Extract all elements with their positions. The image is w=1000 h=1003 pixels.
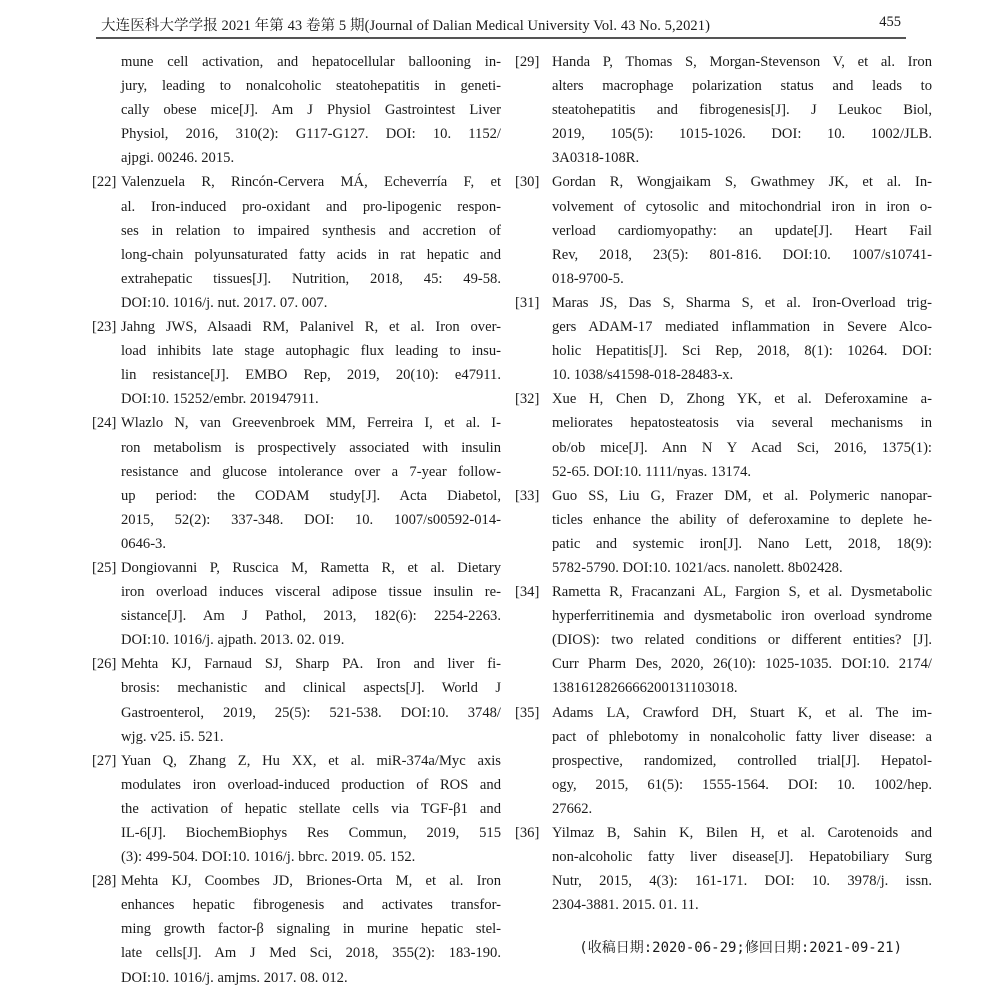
reference-line: 2015, 52(2): 337-348. DOI: 10. 1007/s00592-014- (121, 511, 501, 528)
reference-line: mune cell activation, and hepatocellular ballooning in- (121, 54, 501, 70)
page-number: 455 (879, 14, 901, 30)
reference-line: 27662. (552, 800, 593, 817)
right-column (515, 50, 932, 917)
reference-line: cally obese mice[J]. Am J Physiol Gastrointest Liver (121, 102, 501, 119)
reference-line: Adams LA, Crawford DH, Stuart K, et al. The im- (552, 704, 932, 721)
reference-line: 0646-3. (121, 535, 166, 552)
reference-line: Yilmaz B, Sahin K, Bilen H, et al. Carotenoids and (552, 825, 932, 841)
reference-36 (515, 821, 932, 917)
reference-number: [32] (515, 391, 540, 408)
reference-line: verload cardiomyopathy: an update[J]. Heart Fail (552, 222, 932, 239)
reference-28 (92, 869, 501, 989)
reference-line: 5782-5790. DOI:10. 1021/acs. nanolett. 8b02428. (552, 559, 843, 576)
reference-26 (92, 652, 501, 748)
reference-line: ajpgi. 00246. 2015. (121, 150, 235, 167)
reference-continuation (121, 50, 501, 170)
reference-line: 10. 1038/s41598-018-28483-x. (552, 367, 734, 384)
reference-line: 1381612826666200131103018. (552, 680, 738, 697)
reference-line: iron overload induces visceral adipose tissue insulin re- (121, 584, 501, 601)
reference-line: ron metabolism is prospectively associated with insulin (121, 439, 501, 456)
running-header (101, 10, 901, 36)
reference-line: hyperferritinemia and dysmetabolic iron overload syndrome (552, 608, 932, 625)
reference-number: [35] (515, 704, 540, 721)
reference-line: DOI:10. 1016/j. ajpath. 2013. 02. 019. (121, 632, 345, 649)
reference-line: ticles enhance the ability of deferoxamine to deplete he- (552, 511, 932, 528)
reference-22 (92, 170, 501, 315)
reference-line: al. Iron-induced pro-oxidant and pro-lipogenic respon- (121, 198, 501, 215)
left-column (92, 50, 501, 990)
reference-line: 2304-3881. 2015. 01. 11. (552, 897, 699, 914)
reference-line: (3): 499-504. DOI:10. 1016/j. bbrc. 2019. 05. 152. (121, 849, 416, 866)
reference-line: steatohepatitis and fibrogenesis[J]. J Leukoc Biol, (552, 102, 932, 119)
reference-line: 2019, 105(5): 1015-1026. DOI: 10. 1002/JLB. (552, 126, 932, 143)
reference-line: ming growth factor-β signaling in murine hepatic stel- (121, 921, 501, 938)
reference-33 (515, 484, 932, 580)
reference-line: Maras JS, Das S, Sharma S, et al. Iron-Overload trig- (552, 294, 932, 311)
reference-number: [33] (515, 487, 540, 504)
reference-line: Valenzuela R, Rincón-Cervera MÁ, Echeverría F, et (121, 174, 501, 191)
reference-line: volvement of cytosolic and mitochondrial iron in iron o- (552, 198, 932, 215)
reference-line: ses in relation to impaired synthesis and accretion of (121, 222, 501, 239)
reference-35 (515, 701, 932, 821)
reference-number: [30] (515, 174, 540, 191)
reference-line: resistance and glucose intolerance over a 7-year follow- (121, 463, 501, 480)
reference-line: Dongiovanni P, Ruscica M, Rametta R, et al. Dietary (121, 559, 501, 576)
reference-23 (92, 315, 501, 411)
reference-line: Physiol, 2016, 310(2): G117-G127. DOI: 10. 1152/ (121, 126, 501, 143)
reference-24 (92, 411, 501, 556)
reference-line: sistance[J]. Am J Pathol, 2013, 182(6): 2254-2263. (121, 608, 501, 625)
reference-line: Curr Pharm Des, 2020, 26(10): 1025-1035. DOI:10. 2174/ (552, 656, 932, 673)
reference-34 (515, 580, 932, 700)
reference-line: (DIOS): two related conditions or different entities? [J]. (552, 632, 932, 649)
reference-line: 018-9700-5. (552, 270, 624, 287)
reference-line: Guo SS, Liu G, Frazer DM, et al. Polymeric nanopar- (552, 487, 932, 504)
reference-line: Yuan Q, Zhang Z, Hu XX, et al. miR-374a/Myc axis (121, 752, 501, 769)
reference-32 (515, 387, 932, 483)
reference-line: Wlazlo N, van Greevenbroek MM, Ferreira I, et al. I- (121, 415, 501, 432)
reference-number: [29] (515, 54, 540, 70)
reference-number: [24] (92, 415, 117, 432)
reference-30 (515, 170, 932, 290)
reference-line: load inhibits late stage autophagic flux leading to insu- (121, 343, 501, 360)
reference-number: [25] (92, 559, 117, 576)
reference-line: long-chain polyunsaturated fatty acids in rat hepatic and (121, 246, 501, 263)
reference-line: Nutr, 2015, 4(3): 161-171. DOI: 10. 3978/j. issn. (552, 873, 932, 890)
reference-line: pact of phlebotomy in nonalcoholic fatty liver disease: a (552, 728, 932, 745)
reference-line: Rametta R, Fracanzani AL, Fargion S, et al. Dysmetabolic (552, 584, 932, 601)
reference-line: extrahepatic tissues[J]. Nutrition, 2018, 45: 49-58. (121, 270, 501, 287)
reference-line: alters macrophage polarization status and leads to (552, 78, 932, 95)
reference-line: Gastroenterol, 2019, 25(5): 521-538. DOI:10. 3748/ (121, 704, 501, 721)
reference-29 (515, 50, 932, 170)
reference-line: ob/ob mice[J]. Ann N Y Acad Sci, 2016, 1375(1): (552, 439, 932, 456)
reference-line: wjg. v25. i5. 521. (121, 728, 224, 745)
reference-25 (92, 556, 501, 652)
reference-line: IL-6[J]. BiochemBiophys Res Commun, 2019, 515 (121, 825, 501, 841)
reference-line: DOI:10. 1016/j. amjms. 2017. 08. 012. (121, 969, 348, 986)
reference-line: Xue H, Chen D, Zhong YK, et al. Deferoxamine a- (552, 391, 932, 408)
reference-line: holic Hepatitis[J]. Sci Rep, 2018, 8(1): 10264. DOI: (552, 343, 932, 360)
reference-line: jury, leading to nonalcoholic steatohepatitis in geneti- (121, 78, 501, 95)
reference-line: Rev, 2018, 23(5): 801-816. DOI:10. 1007/s10741- (552, 246, 932, 263)
reference-line: up period: the CODAM study[J]. Acta Diabetol, (121, 487, 501, 504)
reference-line: Mehta KJ, Farnaud SJ, Sharp PA. Iron and liver fi- (121, 656, 501, 673)
reference-line: enhances hepatic fibrogenesis and activates transfor- (121, 897, 501, 914)
received-date-note: (收稿日期:2020-06-29;修回日期:2021-09-21) (579, 940, 902, 956)
reference-number: [28] (92, 873, 117, 890)
reference-number: [26] (92, 656, 117, 673)
reference-line: meliorates hepatosteatosis via several mechanisms in (552, 415, 932, 432)
reference-line: ogy, 2015, 61(5): 1555-1564. DOI: 10. 1002/hep. (552, 776, 932, 793)
journal-title: 大连医科大学学报 2021 年第 43 卷第 5 期(Journal of Dalian Medical University Vol. 43 No. 5,2021) (101, 18, 711, 34)
reference-line: gers ADAM-17 mediated inflammation in Severe Alco- (552, 319, 932, 336)
reference-line: prospective, randomized, controlled trial[J]. Hepatol- (552, 752, 932, 769)
reference-line: Mehta KJ, Coombes JD, Briones-Orta M, et al. Iron (121, 873, 501, 890)
reference-line: 52-65. DOI:10. 1111/nyas. 13174. (552, 463, 752, 480)
reference-31 (515, 291, 932, 387)
reference-line: DOI:10. 1016/j. nut. 2017. 07. 007. (121, 294, 328, 311)
reference-line: brosis: mechanistic and clinical aspects[J]. World J (121, 680, 501, 697)
reference-number: [34] (515, 584, 540, 601)
reference-line: 3A0318-108R. (552, 150, 640, 167)
reference-number: [27] (92, 752, 117, 769)
reference-line: lin resistance[J]. EMBO Rep, 2019, 20(10): e47911. (121, 367, 501, 384)
reference-line: Gordan R, Wongjaikam S, Gwathmey JK, et al. In- (552, 174, 932, 191)
reference-number: [36] (515, 825, 540, 841)
header-rule (96, 37, 906, 39)
reference-line: DOI:10. 15252/embr. 201947911. (121, 391, 319, 408)
reference-line: Handa P, Thomas S, Morgan-Stevenson V, et al. Iron (552, 54, 932, 70)
reference-line: Jahng JWS, Alsaadi RM, Palanivel R, et al. Iron over- (121, 319, 501, 336)
reference-line: the activation of hepatic stellate cells via TGF-β1 and (121, 800, 501, 817)
reference-number: [22] (92, 174, 117, 191)
reference-27 (92, 749, 501, 869)
reference-number: [23] (92, 319, 117, 336)
reference-line: modulates iron overload-induced production of ROS and (121, 776, 501, 793)
reference-line: late cells[J]. Am J Med Sci, 2018, 355(2): 183-190. (121, 945, 501, 962)
reference-line: non-alcoholic fatty liver disease[J]. Hepatobiliary Surg (552, 849, 932, 866)
reference-line: patic and systemic iron[J]. Nano Lett, 2018, 18(9): (552, 535, 932, 552)
reference-number: [31] (515, 294, 540, 311)
